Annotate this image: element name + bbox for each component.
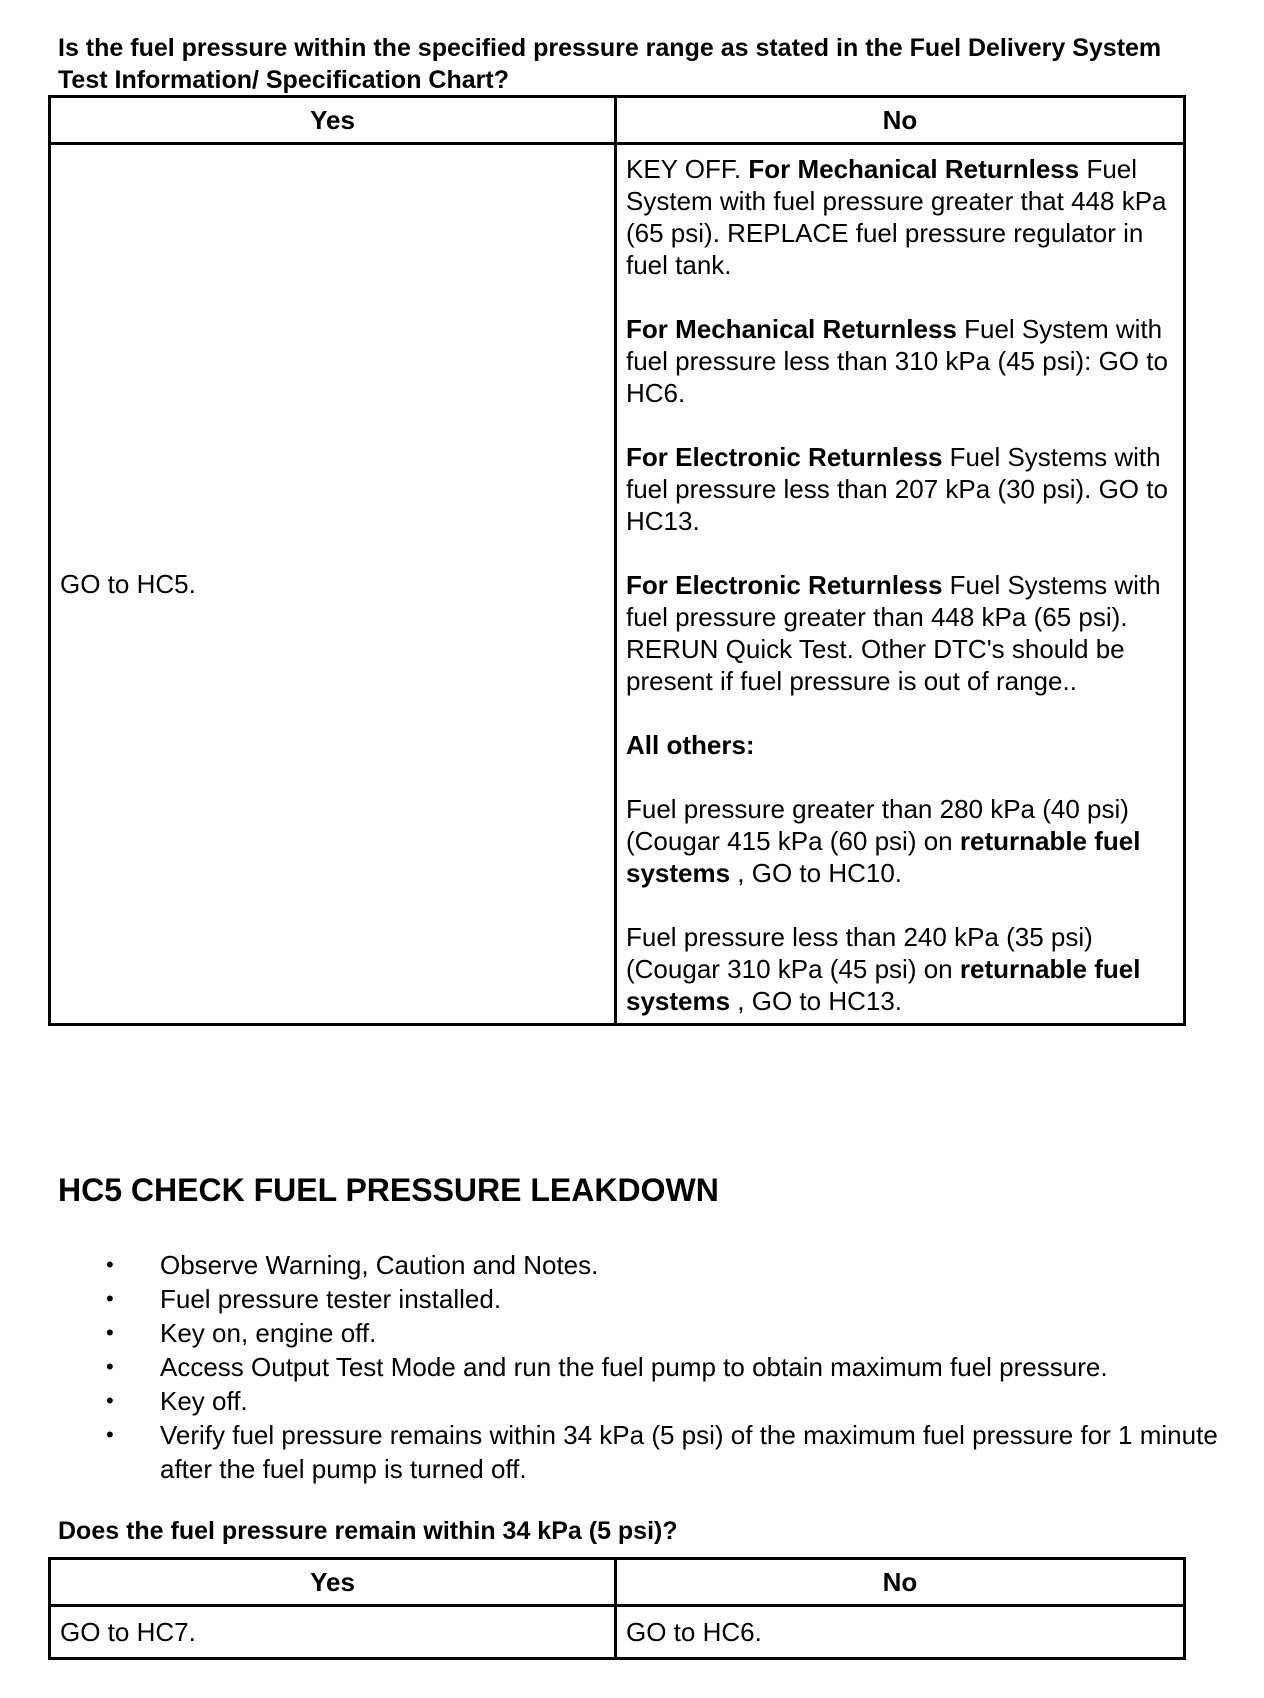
block-text: Fuel System with fuel pressure greater that 448 kPa (65 psi). REPLACE fuel pressure regulator in fuel tank. (626, 154, 1167, 280)
bullet-icon: • (106, 1286, 114, 1311)
block-text: Fuel System with fuel pressure less than 310 kPa (45 psi): GO to HC6. (626, 314, 1168, 408)
no-action-block (626, 569, 1174, 697)
no-action-block (626, 313, 1174, 409)
block-bold-text: returnable fuel systems (626, 826, 1141, 888)
decision-table-fuel-pressure-range (48, 95, 1186, 1026)
no-action-cell: GO to HC6. (616, 1606, 1185, 1659)
block-bold-text: For Electronic Returnless (626, 442, 943, 472)
list-item (58, 1282, 1218, 1316)
no-action-block (626, 441, 1174, 537)
block-text: , GO to HC10. (730, 858, 903, 888)
list-item (58, 1418, 1218, 1486)
list-item (58, 1248, 1218, 1282)
block-text: , GO to HC13. (730, 986, 903, 1016)
block-text: KEY OFF. (626, 154, 749, 184)
no-action-block (626, 921, 1174, 1017)
table-header-row (50, 97, 1185, 144)
question-pressure-leakdown: Does the fuel pressure remain within 34 kPa (5 psi)? (58, 1517, 678, 1545)
step-text: Observe Warning, Caution and Notes. (160, 1250, 599, 1280)
block-bold-text: All others: (626, 730, 755, 760)
list-item (58, 1316, 1218, 1350)
bullet-icon: • (106, 1388, 114, 1413)
no-header: No (616, 97, 1185, 144)
question-fuel-pressure-range: Is the fuel pressure within the specified pressure range as stated in the Fuel Delivery System Test Information/ Specification Chart? (58, 34, 1162, 94)
block-text: Fuel pressure less than 240 kPa (35 psi) (Cougar 310 kPa (45 psi) on (626, 922, 1093, 984)
block-bold-text: For Electronic Returnless (626, 570, 943, 600)
no-header: No (616, 1559, 1185, 1606)
step-list (58, 1248, 1218, 1486)
decision-table-pressure-leakdown (48, 1557, 1186, 1660)
yes-header: Yes (50, 97, 616, 144)
block-bold-text: returnable fuel systems (626, 954, 1141, 1016)
list-item (58, 1384, 1218, 1418)
yes-header: Yes (50, 1559, 616, 1606)
table-row (50, 1606, 1185, 1659)
bullet-icon: • (106, 1422, 114, 1447)
bullet-icon: • (106, 1252, 114, 1277)
step-text: Fuel pressure tester installed. (160, 1284, 502, 1314)
no-action-block (626, 793, 1174, 889)
step-text: Access Output Test Mode and run the fuel pump to obtain maximum fuel pressure. (160, 1352, 1108, 1382)
no-action-cell (616, 144, 1185, 1025)
list-item (58, 1350, 1218, 1384)
bullet-icon: • (106, 1320, 114, 1345)
yes-action-cell: GO to HC7. (50, 1606, 616, 1659)
step-text: Key on, engine off. (160, 1318, 377, 1348)
table-header-row (50, 1559, 1185, 1606)
step-text: Verify fuel pressure remains within 34 kPa (5 psi) of the maximum fuel pressure for 1 minute after the fuel pump is turned off. (160, 1420, 1218, 1484)
yes-action-cell: GO to HC5. (50, 144, 616, 1025)
no-action-block (626, 153, 1174, 281)
table-row (50, 144, 1185, 1025)
block-text: Fuel pressure greater than 280 kPa (40 psi) (Cougar 415 kPa (60 psi) on (626, 794, 1129, 856)
block-text: Fuel Systems with fuel pressure greater than 448 kPa (65 psi). RERUN Quick Test. Other DTC's should be present if fuel pressure is out of range.. (626, 570, 1161, 696)
block-text: Fuel Systems with fuel pressure less than 207 kPa (30 psi). GO to HC13. (626, 442, 1168, 536)
no-action-block (626, 729, 1174, 761)
block-bold-text: For Mechanical Returnless (626, 314, 957, 344)
section-title: HC5 CHECK FUEL PRESSURE LEAKDOWN (58, 1172, 719, 1208)
bullet-icon: • (106, 1354, 114, 1379)
step-text: Key off. (160, 1386, 248, 1416)
block-bold-text: For Mechanical Returnless (748, 154, 1080, 184)
